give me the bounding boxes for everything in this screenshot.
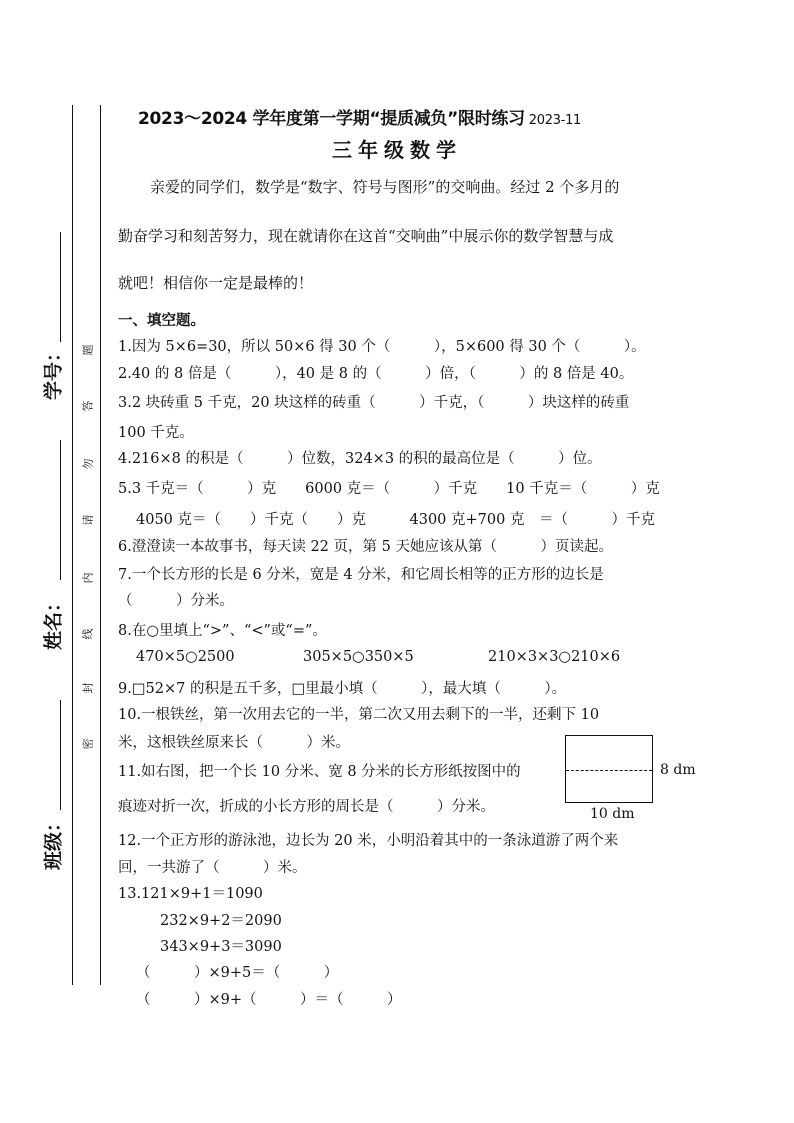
question-1: 1.因为 5×6=30，所以 50×6 得 30 个（ ），5×600 得 30 个（ ）。	[118, 339, 646, 355]
question-9: 9.□52×7 的积是五千多，□里最小填（ ），最大填（ ）。	[118, 681, 567, 697]
seal-char: 题	[81, 344, 95, 356]
question-7-cont: （ ）分米。	[118, 593, 234, 609]
question-8-item: 210×3×3○210×6	[488, 649, 621, 665]
student-id-label: 学号：	[42, 343, 65, 401]
section-heading: 一、填空题。	[118, 313, 205, 329]
question-13-line: （ ）×9+5＝（ ）	[136, 965, 339, 981]
exam-title-text: 2023～2024 学年度第一学期“提质减负”限时练习	[138, 109, 525, 129]
question-4: 4.216×8 的积是（ ）位数，324×3 的积的最高位是（ ）位。	[118, 451, 602, 467]
question-13: 13.121×9+1＝1090	[118, 886, 263, 902]
exam-subtitle: 三年级数学	[332, 138, 462, 162]
rectangle-figure	[565, 735, 653, 803]
question-8-item: 305×5○350×5	[303, 649, 414, 665]
question-2: 2.40 的 8 倍是（ ），40 是 8 的（ ）倍，（ ）的 8 倍是 40。	[118, 366, 634, 382]
figure-width-label: 10 dm	[590, 806, 635, 822]
seal-char: 线	[81, 628, 95, 640]
seal-char: 封	[81, 682, 95, 694]
question-8: 8.在○里填上“>”、“<”或“=”。	[118, 623, 327, 639]
figure-height-label: 8 dm	[660, 762, 696, 778]
question-10-cont: 米，这根铁丝原来长（ ）米。	[118, 735, 350, 751]
exam-title	[138, 104, 581, 129]
intro-line: 亲爱的同学们，数学是“数字、符号与图形”的交响曲。经过 2 个多月的	[150, 178, 620, 196]
question-13-line: （ ）×9+（ ）＝（ ）	[136, 992, 402, 1008]
student-id-underline	[60, 232, 61, 342]
question-12: 12.一个正方形的游泳池，边长为 20 米，小明沿着其中的一条泳道游了两个来	[118, 833, 619, 849]
class-underline	[60, 700, 61, 810]
question-3: 3.2 块砖重 5 千克，20 块这样的砖重（ ）千克，（ ）块这样的砖重	[118, 395, 630, 411]
question-12-cont: 回，一共游了（ ）米。	[118, 860, 307, 876]
intro-line: 勤奋学习和刻苦努力，现在就请你在这首“交响曲”中展示你的数学智慧与成	[118, 227, 614, 245]
question-13-line: 343×9+3＝3090	[160, 939, 282, 955]
margin-line-inner	[100, 105, 101, 985]
exam-date: 2023-11	[528, 113, 582, 128]
question-5: 5.3 千克＝（ ）克 6000 克＝（ ）千克 10 千克＝（ ）克	[118, 481, 660, 497]
seal-char: 内	[81, 572, 95, 584]
question-6: 6.澄澄读一本故事书，每天读 22 页，第 5 天她应该从第（ ）页读起。	[118, 539, 613, 555]
question-7: 7.一个长方形的长是 6 分米，宽是 4 分米，和它周长相等的正方形的边长是	[118, 567, 604, 583]
question-5-cont: 4050 克＝（ ）千克（ ）克 4300 克+700 克 ＝（ ）千克	[136, 512, 655, 528]
seal-char: 勿	[81, 458, 95, 470]
seal-char: 请	[81, 514, 95, 526]
intro-line: 就吧！相信你一定是最棒的！	[118, 274, 314, 292]
question-13-line: 232×9+2＝2090	[160, 913, 282, 929]
question-8-item: 470×5○2500	[136, 649, 235, 665]
class-label: 班级：	[42, 813, 65, 871]
name-label: 姓名：	[42, 593, 65, 651]
question-3-cont: 100 千克。	[118, 425, 194, 441]
question-10: 10.一根铁丝，第一次用去它的一半，第二次又用去剩下的一半，还剩下 10	[118, 707, 600, 723]
seal-char: 答	[81, 400, 95, 412]
fold-line	[566, 770, 652, 771]
margin-line-outer	[72, 105, 73, 985]
question-11: 11.如右图，把一个长 10 分米、宽 8 分米的长方形纸按图中的	[118, 764, 521, 780]
seal-char: 密	[81, 738, 95, 750]
question-11-cont: 痕迹对折一次，折成的小长方形的周长是（ ）分米。	[118, 799, 495, 815]
name-underline	[60, 440, 61, 580]
